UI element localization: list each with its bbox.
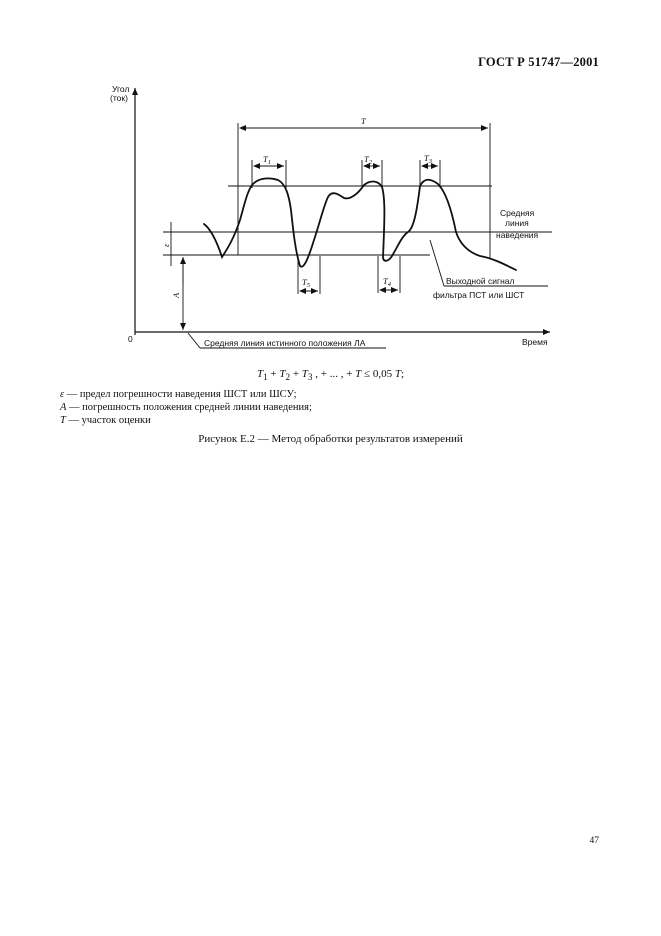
t1-label: $T_1$ [263, 154, 271, 166]
output-label-2-text: фильтра ПСТ или ШСТ [433, 290, 525, 300]
page-number: 47 [589, 836, 599, 846]
legend-a: A — погрешность положения средней линии наведения; [60, 402, 312, 413]
t-label: T [361, 116, 366, 126]
x-axis-label: Время [522, 337, 548, 347]
true-line-label: Средняя линия истинного положения ЛА [204, 338, 366, 348]
mean-line-label-1: Средняя [500, 208, 535, 218]
document-code: ГОСТ Р 51747—2001 [478, 55, 599, 69]
t5-label: $T_5$ [302, 277, 310, 289]
epsilon-label: ε [161, 243, 171, 247]
y-axis-label-line2: (ток) [110, 93, 128, 103]
output-label-1: Выходной сигнал [446, 276, 515, 286]
figure-caption: Рисунок Е.2 — Метод обработки результатов измерений [198, 433, 463, 445]
output-signal-curve [204, 178, 516, 270]
t4-label: $T_4$ [383, 276, 391, 288]
legend-t: T — участок оценки [60, 415, 151, 426]
legend-epsilon: ε — предел погрешности наведения ШСТ или ШСУ; [60, 389, 297, 400]
t3-label: $T_3$ [424, 153, 432, 165]
a-label: A [171, 292, 181, 298]
measurement-method-figure [0, 0, 661, 360]
true-line-leader-diag [188, 333, 200, 348]
output-leader-diag [430, 240, 444, 286]
mean-line-label-2: линия [505, 218, 529, 228]
mean-line-label-3: наведения [496, 230, 539, 240]
origin-label: 0 [128, 334, 133, 344]
symbol-legend [60, 388, 312, 427]
y-axis-label-line1: Угол [112, 84, 130, 94]
interval-sum-formula: $T_1 + T_2 + T_3$ , + ... , + T ≤ 0,05 T; [256, 368, 405, 383]
t2-label: $T_2$ [364, 154, 372, 166]
